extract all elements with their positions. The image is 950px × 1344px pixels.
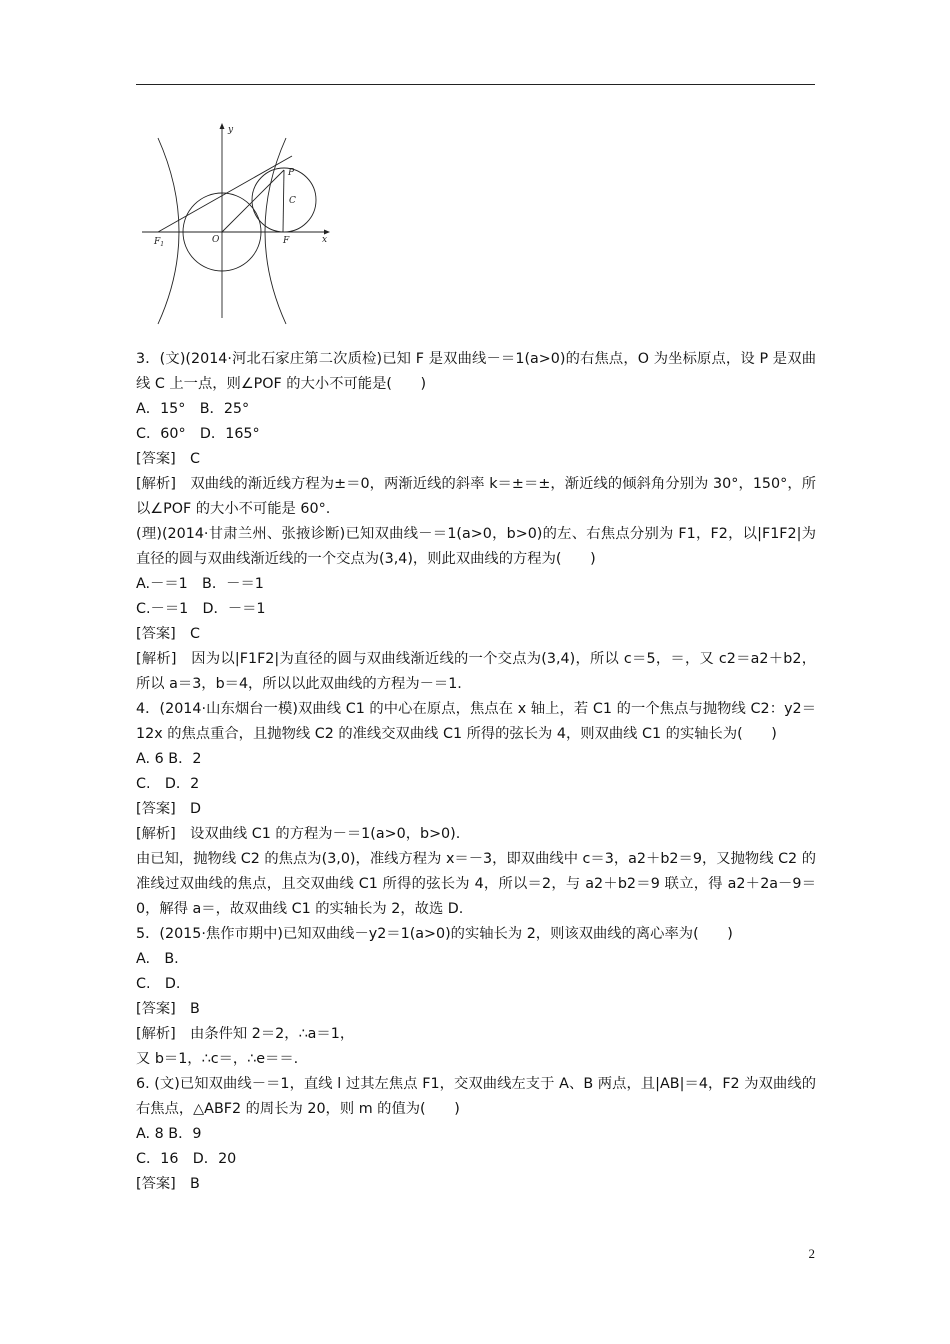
hyperbola-left-branch xyxy=(158,138,179,324)
problem-3-options-cd: C．60° D．165° xyxy=(136,426,260,442)
line-f-p xyxy=(283,170,284,232)
problem-5-analysis: [解析] 由条件知 2＝2，∴a＝1， xyxy=(136,1026,355,1042)
problem-4-options-cd: C. D．2 xyxy=(136,776,200,792)
y-axis-arrow xyxy=(220,123,225,129)
problem-5-answer: [答案] B xyxy=(136,1001,200,1017)
problem-3-options-ab: A．15° B．25° xyxy=(136,401,250,417)
problem-4-analysis: [解析] 设双曲线 C1 的方程为－＝1(a>0，b>0). xyxy=(136,826,461,842)
problem-4-analysis-cont: 由已知，抛物线 C2 的焦点为(3,0)，准线方程为 x＝－3，即双曲线中 c＝3，a2＋b2＝9，又抛物线 C2 的准线过双曲线的焦点，且交双曲线 C1 所得的弦长为 4，所以＝2，与 a2＋b2＝9 联立，得 a2＋2a－9＝0，解得 a＝，故双曲线 C1 的实轴长为 2，故选 D. xyxy=(136,851,816,917)
line-f1-p xyxy=(158,156,292,232)
x-axis-arrow xyxy=(324,230,330,235)
problem-5-options-ab: A. B. xyxy=(136,951,179,967)
problem-3b-options-cd: C.－＝1 D．－＝1 xyxy=(136,601,266,617)
problem-3b-answer: [答案] C xyxy=(136,626,201,642)
problem-3-analysis: [解析] 双曲线的渐近线方程为±＝0，两渐近线的斜率 k＝±＝±，渐近线的倾斜角分别为 30°，150°，所以∠POF 的大小不可能是 60°. xyxy=(136,476,816,517)
problem-5-options-cd: C. D. xyxy=(136,976,181,992)
problem-6-options-ab: A. 8 B．9 xyxy=(136,1126,202,1142)
problem-6-stem: 6. (文)已知双曲线－＝1，直线 l 过其左焦点 F1，交双曲线左支于 A、B 两点，且|AB|＝4，F2 为双曲线的右焦点，△ABF2 的周长为 20，则 m 的值为( ) xyxy=(136,1076,816,1117)
problem-3b-analysis: [解析] 因为以|F1F2|为直径的圆与双曲线渐近线的一个交点为(3,4)，所以 c＝5，＝，又 c2＝a2＋b2，所以 a＝3，b＝4，所以以此双曲线的方程为－＝1. xyxy=(136,651,816,692)
problem-3b-stem: (理)(2014·甘肃兰州、张掖诊断)已知双曲线－＝1(a>0，b>0)的左、右焦点分别为 F1，F2，以|F1F2|为直径的圆与双曲线渐近线的一个交点为(3,4)，则此双曲线的方程为( ) xyxy=(136,526,816,567)
problem-6-answer: [答案] B xyxy=(136,1176,200,1192)
label-o: O xyxy=(212,235,220,245)
label-f: F xyxy=(283,236,290,246)
problem-4-answer: [答案] D xyxy=(136,801,202,817)
label-c: C xyxy=(289,196,296,206)
label-y: y xyxy=(228,125,234,135)
label-f1-main: F xyxy=(154,237,161,247)
problem-3-stem: 3．(文)(2014·河北石家庄第二次质检)已知 F 是双曲线－＝1(a>0)的右焦点，O 为坐标原点，设 P 是双曲线 C 上一点，则∠POF 的大小不可能是( ) xyxy=(136,351,816,392)
label-p: P xyxy=(288,168,295,178)
hyperbola-figure xyxy=(138,118,338,326)
label-x: x xyxy=(322,235,328,245)
problem-3-answer: [答案] C xyxy=(136,451,201,467)
problem-3b-options-ab: A.－＝1 B．－＝1 xyxy=(136,576,264,592)
label-f1 xyxy=(153,237,164,248)
line-o-p xyxy=(222,170,284,232)
page-number: 2 xyxy=(808,1246,815,1261)
problem-4-options-ab: A. 6 B．2 xyxy=(136,751,202,767)
header-rule xyxy=(136,84,815,85)
document-body xyxy=(136,347,816,1197)
problem-5-stem: 5．(2015·焦作市期中)已知双曲线－y2＝1(a>0)的实轴长为 2，则该双曲线的离心率为( ) xyxy=(136,926,733,942)
problem-6-options-cd: C．16 D．20 xyxy=(136,1151,237,1167)
problem-5-analysis-cont: 又 b＝1，∴c＝，∴e＝＝. xyxy=(136,1051,299,1067)
problem-4-stem: 4．(2014·山东烟台一模)双曲线 C1 的中心在原点，焦点在 x 轴上，若 C1 的一个焦点与抛物线 C2：y2＝12x 的焦点重合，且抛物线 C2 的准线交双曲线 C1 所得的弦长为 4，则双曲线 C1 的实轴长为( ) xyxy=(136,701,816,742)
label-f1-sub: 1 xyxy=(160,241,165,248)
